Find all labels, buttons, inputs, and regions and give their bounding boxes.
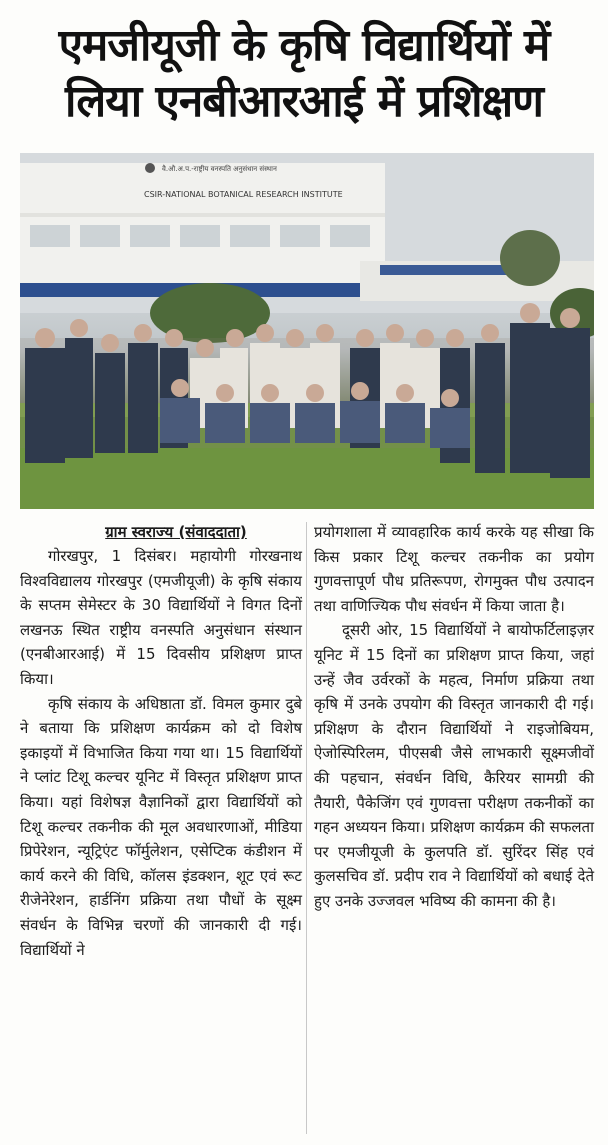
column-divider [306, 522, 307, 1134]
paragraph-2: कृषि संकाय के अधिष्ठाता डॉ. विमल कुमार दुबे ने बताया कि प्रशिक्षण कार्यक्रम को दो विशेष इकाइयों में विभाजित किया गया था। 15 विद्यार्थियों ने प्लांट टिशू कल्चर यूनिट में विस्तृत प्रशिक्षण प्राप्त किया। यहां विशेषज्ञ वैज्ञानिकों द्वारा विद्यार्थियों को टिशू कल्चर तकनीक की मूल अवधारणाओं, मीडिया प्रिपेरेशन, न्यूट्रिएंट फॉर्मुलेशन, एसेप्टिक कंडीशन में कार्य करने की विधि, कॉलस इंडक्शन, शूट एवं रूट रीजेनेरेशन, हार्डनिंग प्रक्रिया तथा पौधों के सूक्ष्म संवर्धन के विभिन्न चरणों की जानकारी दी गई। विद्यार्थियों ने [20, 694, 302, 959]
group-photo [20, 153, 594, 509]
headline-line-1: एमजीयूजी के कृषि विद्यार्थियों में [58, 20, 550, 71]
sign-english: CSIR-NATIONAL BOTANICAL RESEARCH INSTITUTE [144, 190, 343, 199]
paragraph-3: प्रयोगशाला में व्यावहारिक कार्य करके यह सीखा कि किस प्रकार टिशू कल्चर तकनीक का प्रयोग गुणवत्तापूर्ण पौध प्रतिरूपण, रोगमुक्त पौध उत्पादन तथा वाणिज्यिक पौध संवर्धन में किया जाता है। [314, 523, 594, 615]
headline [10, 18, 598, 130]
group-photo-illustration [20, 153, 594, 509]
article-column-right [314, 520, 594, 914]
article-column-left [20, 520, 302, 962]
headline-line-2: लिया एनबीआरआई में प्रशिक्षण [65, 76, 543, 127]
paragraph-1: गोरखपुर, 1 दिसंबर। महायोगी गोरखनाथ विश्वविद्यालय गोरखपुर (एमजीयूजी) के कृषि संकाय के सप्तम सेमेस्टर के 30 विद्यार्थियों ने विगत दिनों लखनऊ स्थित राष्ट्रीय वनस्पति अनुसंधान संस्थान (एनबीआरआई) में 15 दिवसीय प्रशिक्षण प्राप्त किया। [20, 547, 302, 688]
byline: ग्राम स्वराज्य (संवाददाता) [105, 523, 247, 541]
sign-hindi: वै.औ.अ.प.-राष्ट्रीय वनस्पति अनुसंधान संस्थान [162, 165, 277, 173]
paragraph-4: दूसरी ओर, 15 विद्यार्थियों ने बायोफर्टिलाइज़र यूनिट में 15 दिनों का प्रशिक्षण प्राप्त किया, जहां उन्हें जैव उर्वरकों के महत्व, निर्माण प्रक्रिया तथा कृषि में उनके उपयोग की विस्तृत जानकारी दी गई। प्रशिक्षण के दौरान विद्यार्थियों ने राइजोबियम, ऐजोस्पिरिलम, पीएसबी जैसे लाभकारी सूक्ष्मजीवों की पहचान, संवर्धन विधि, कैरियर सामग्री की तैयारी, पैकेजिंग एवं गुणवत्ता परीक्षण तकनीकों का गहन अध्ययन किया। प्रशिक्षण कार्यक्रम की सफलता पर एमजीयूजी के कुलपति डॉ. सुरिंदर सिंह एवं कुलसचिव डॉ. प्रदीप राव ने विद्यार्थियों को बधाई देते हुए उनके उज्जवल भविष्य की कामना की है। [314, 621, 594, 910]
